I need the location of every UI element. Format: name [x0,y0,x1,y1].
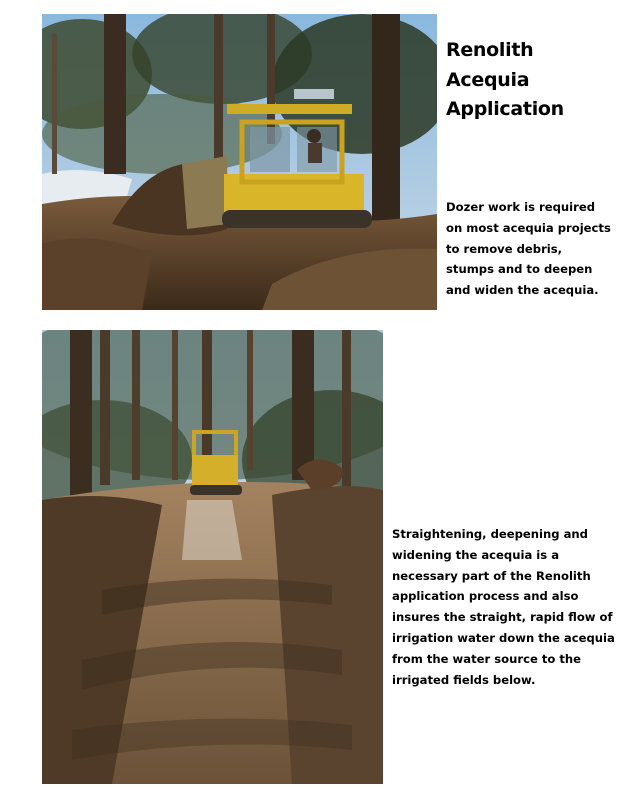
caption-line: Dozer work is required [446,200,595,214]
acequia-trail-photo [42,330,383,784]
caption-line: irrigated fields below. [392,672,536,687]
title-line: Acequia [446,68,530,91]
caption-line: application process and also [392,589,579,604]
straightening-caption [392,524,615,690]
caption-line: on most acequia projects [446,220,611,235]
page-title [446,36,636,125]
caption-line: from the water source to the [392,651,582,666]
caption-line: stumps and to deepen [446,262,593,277]
caption-line: widening the acequia is a [392,547,560,562]
caption-line: insures the straight, rapid flow of [392,610,613,625]
dozer-photo [42,14,437,310]
caption-line: irrigation water down the acequia [392,630,615,645]
caption-line: necessary part of the Renolith [392,568,591,583]
title-line: Renolith [446,39,534,61]
caption-line: and widen the acequia. [446,283,599,298]
dozer-caption [446,197,611,301]
caption-line: Straightening, deepening and [392,527,588,541]
caption-line: to remove debris, [446,241,563,256]
title-line: Application [446,98,564,120]
